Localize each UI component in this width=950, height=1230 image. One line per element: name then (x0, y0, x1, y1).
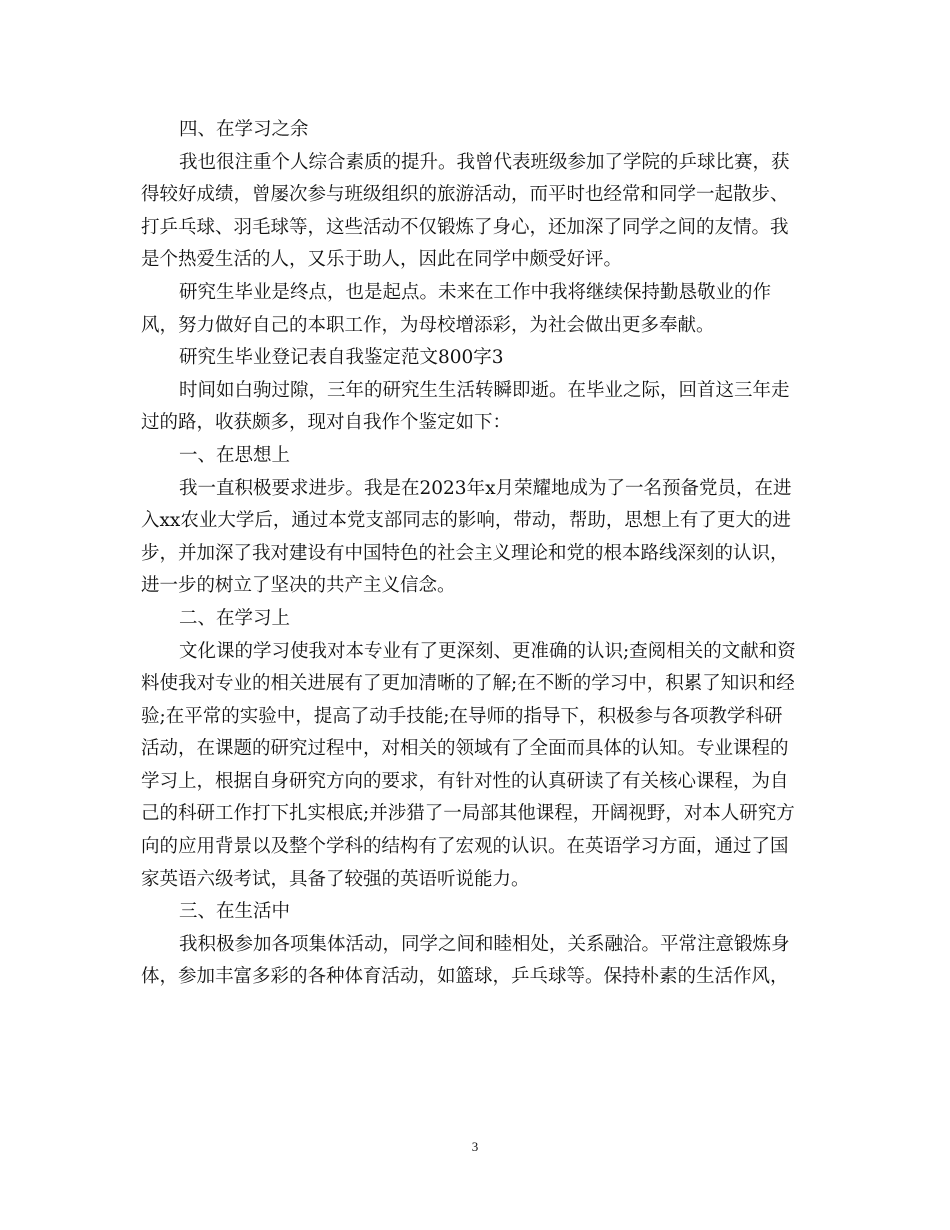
section-heading-life: 三、在生活中 (179, 901, 291, 923)
paragraph-line: 活动，在课题的研究过程中，对相关的领域有了全面而具体的认知。专业课程的 (141, 738, 789, 760)
paragraph-line: 学习上，根据自身研究方向的要求，有针对性的认真研读了有关核心课程，为自 (141, 770, 789, 792)
paragraph-line: 己的科研工作打下扎实根底;并涉猎了一局部其他课程，开阔视野，对本人研究方 (141, 803, 795, 825)
document-body (141, 114, 808, 994)
paragraph-line: 文化课的学习使我对本专业有了更深刻、更准确的认识;查阅相关的文献和资 (179, 640, 796, 662)
paragraph-line: 向的应用背景以及整个学科的结构有了宏观的认识。在英语学习方面，通过了国 (141, 836, 789, 858)
paragraph-line: 家英语六级考试，具备了较强的英语听说能力。 (141, 868, 530, 890)
paragraph-line: 我也很注重个人综合素质的提升。我曾代表班级参加了学院的乒球比赛，获 (179, 151, 790, 173)
paragraph-line: 进一步的树立了坚决的共产主义信念。 (141, 575, 456, 597)
paragraph-line: 风，努力做好自己的本职工作，为母校增添彩，为社会做出更多奉献。 (141, 314, 715, 336)
paragraph-line: 打乒乓球、羽毛球等，这些活动不仅锻炼了身心，还加深了同学之间的友情。我 (141, 216, 789, 238)
paragraph-line: 入xx农业大学后，通过本党支部同志的影响，带动，帮助，思想上有了更大的进 (141, 510, 791, 532)
paragraph-line: 料使我对专业的相关进展有了更加清晰的了解;在不断的学习中，积累了知识和经 (141, 673, 795, 695)
paragraph-line: 研究生毕业是终点，也是起点。未来在工作中我将继续保持勤恳敬业的作 (179, 281, 772, 303)
section-heading-study: 二、在学习上 (179, 607, 291, 629)
paragraph-line: 得较好成绩，曾屡次参与班级组织的旅游活动，而平时也经常和同学一起散步、 (141, 184, 789, 206)
page-number: 3 (471, 1139, 479, 1154)
paragraph-line: 时间如白驹过隙，三年的研究生生活转瞬即逝。在毕业之际，回首这三年走 (179, 379, 790, 401)
section-heading-after-study: 四、在学习之余 (179, 119, 309, 140)
paragraph-line: 我一直积极要求进步。我是在2023年x月荣耀地成为了一名预备党员，在进 (179, 477, 792, 499)
document-subtitle: 研究生毕业登记表自我鉴定范文800字3 (179, 347, 504, 369)
paragraph-line: 是个热爱生活的人，又乐于助人，因此在同学中颇受好评。 (141, 249, 623, 271)
section-heading-ideology: 一、在思想上 (179, 444, 291, 466)
paragraph-line: 体，参加丰富多彩的各种体育活动，如篮球，乒乓球等。保持朴素的生活作风， (141, 966, 789, 988)
paragraph-line: 过的路，收获颇多，现对自我作个鉴定如下： (141, 412, 512, 434)
paragraph-line: 验;在平常的实验中，提高了动手技能;在导师的指导下，积极参与各项教学科研 (141, 705, 783, 727)
paragraph-line: 我积极参加各项集体活动，同学之间和睦相处，关系融洽。平常注意锻炼身 (179, 933, 790, 955)
paragraph-line: 步，并加深了我对建设有中国特色的社会主义理论和党的根本路线深刻的认识， (141, 542, 789, 564)
